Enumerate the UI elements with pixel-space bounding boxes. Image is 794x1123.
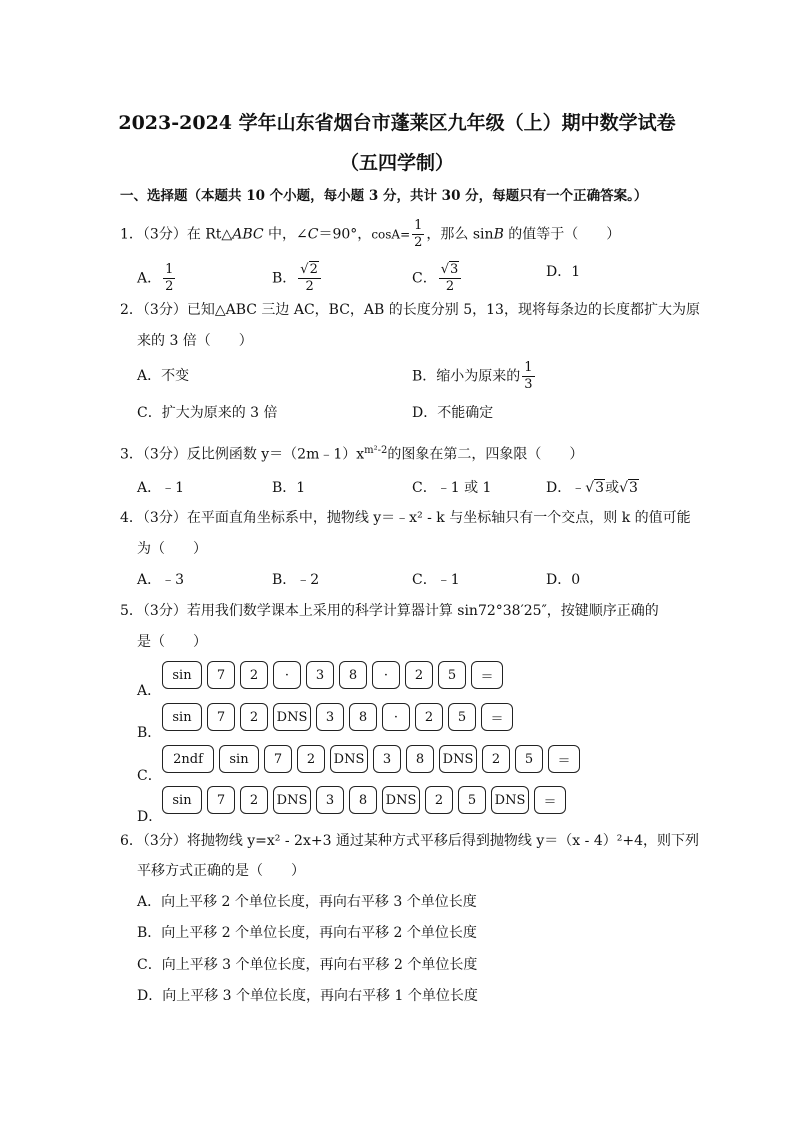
- calculator-key: DNS: [273, 786, 311, 814]
- calculator-key: 2: [482, 745, 510, 773]
- q1-abc: ABC: [232, 226, 264, 243]
- q3-option-b: B．1: [272, 480, 306, 496]
- q5-option-a-label: A．: [137, 683, 162, 699]
- q1-text: 中，∠: [263, 226, 308, 243]
- q1-option-c: C． $\frac{√3}{2}$: [412, 262, 463, 295]
- calculator-key: 8: [349, 703, 377, 731]
- calculator-key: ·: [382, 703, 410, 731]
- calculator-key: 2: [240, 703, 268, 731]
- calculator-key: 2: [240, 661, 268, 689]
- q1-text: 1．（3分）在 Rt△: [120, 226, 233, 243]
- denominator: 2: [305, 279, 314, 294]
- calculator-key: 2: [415, 703, 443, 731]
- option-label: A．: [137, 270, 162, 287]
- q4-option-b: B．﹣2: [272, 572, 320, 588]
- q3-exponent: m²-2: [364, 445, 388, 456]
- calculator-key: 7: [207, 703, 235, 731]
- calculator-key: DNS: [330, 745, 368, 773]
- calculator-key: 8: [349, 786, 377, 814]
- calculator-key: 8: [406, 745, 434, 773]
- calculator-key: 2: [425, 786, 453, 814]
- q4-option-a: A．﹣3: [137, 572, 185, 588]
- question-3-stem: [120, 441, 583, 465]
- calculator-key: DNS: [491, 786, 529, 814]
- q2-option-b: [412, 360, 537, 393]
- calculator-key: 7: [207, 661, 235, 689]
- question-5-line1: 5．（3分）若用我们数学课本上采用的科学计算器计算 sin72°38′25″，按键顺序正确的: [120, 603, 659, 619]
- q1-text: ＝90°，: [318, 226, 372, 243]
- question-2-line2: 来的 3 倍（ ）: [137, 333, 253, 349]
- q1-option-d: D．1: [546, 264, 581, 280]
- q1-fraction: [412, 218, 424, 251]
- q1-text: 的值等于（ ）: [503, 226, 621, 243]
- q2-option-a: A．不变: [137, 368, 190, 384]
- numerator: 1: [524, 360, 533, 375]
- question-6-line1: 6．（3分）将抛物线 y=x² - 2x+3 通过某种方式平移后得到抛物线 y＝（x - 4）²+4，则下列: [120, 833, 699, 849]
- calculator-key: DNS: [273, 703, 311, 731]
- option-text: D．﹣: [546, 480, 586, 496]
- question-4-line1: 4．（3分）在平面直角坐标系中，抛物线 y＝﹣x² - k 与坐标轴只有一个交点，则 k 的值可能: [120, 510, 691, 526]
- calculator-key: ＝: [534, 786, 566, 814]
- section-heading: 一、选择题（本题共 10 个小题，每小题 3 分，共计 30 分，每题只有一个正确答案。）: [120, 188, 648, 204]
- calculator-key: sin: [219, 745, 259, 773]
- q4-option-d: D．0: [546, 572, 581, 588]
- radicand: 3: [629, 480, 638, 496]
- calculator-key: ＝: [548, 745, 580, 773]
- q1-b: B: [493, 226, 504, 243]
- calculator-key: DNS: [382, 786, 420, 814]
- q1-option-b: B． $\frac{√2}{2}$: [272, 262, 323, 295]
- q5-option-b-keys: [162, 703, 513, 731]
- calculator-key: 3: [306, 661, 334, 689]
- question-5-line2: 是（ ）: [137, 634, 207, 650]
- calculator-key: DNS: [439, 745, 477, 773]
- q4-option-c: C．﹣1: [412, 572, 460, 588]
- calculator-key: sin: [162, 786, 202, 814]
- denominator: 2: [445, 279, 455, 294]
- q3-option-d: D．﹣√3或√3: [546, 480, 638, 496]
- q5-option-c-label: C．: [137, 768, 162, 784]
- calculator-key: 5: [438, 661, 466, 689]
- calculator-key: ·: [273, 661, 301, 689]
- q5-option-c-keys: [162, 745, 580, 773]
- q3-option-c: C．﹣1 或 1: [412, 480, 492, 496]
- calculator-key: 2: [405, 661, 433, 689]
- q5-option-d-keys: [162, 786, 566, 814]
- exam-subtitle: （五四学制）: [339, 152, 454, 174]
- calculator-key: 5: [448, 703, 476, 731]
- question-4-line2: 为（ ）: [137, 541, 207, 557]
- q1-text: ，那么 sin: [426, 226, 494, 243]
- q3-text: 3．（3分）反比例函数 y＝（2m﹣1）x: [120, 446, 365, 463]
- option-text: B．缩小为原来的: [412, 368, 521, 385]
- calculator-key: 2ndf: [162, 745, 214, 773]
- calculator-key: 7: [264, 745, 292, 773]
- calculator-key: 3: [316, 703, 344, 731]
- q3-text: 的图象在第二，四象限（ ）: [387, 446, 584, 463]
- numerator: 1: [165, 262, 174, 277]
- calculator-key: 3: [373, 745, 401, 773]
- denominator: 2: [414, 235, 423, 250]
- radicand: 2: [309, 262, 318, 277]
- q6-option-a: A．向上平移 2 个单位长度，再向右平移 3 个单位长度: [137, 894, 477, 910]
- calculator-key: 5: [515, 745, 543, 773]
- denominator: 3: [524, 377, 533, 392]
- calculator-key: sin: [162, 703, 202, 731]
- denominator: 2: [165, 279, 174, 294]
- question-6-line2: 平移方式正确的是（ ）: [137, 863, 305, 879]
- calculator-key: ·: [372, 661, 400, 689]
- numerator: 1: [414, 218, 423, 233]
- calculator-key: 2: [297, 745, 325, 773]
- calculator-key: 3: [316, 786, 344, 814]
- option-label: B．: [272, 270, 297, 287]
- question-1-stem: [120, 218, 620, 251]
- calculator-key: ＝: [481, 703, 513, 731]
- q2-option-c: C．扩大为原来的 3 倍: [137, 405, 278, 421]
- calculator-key: 2: [240, 786, 268, 814]
- q2-option-d: D．不能确定: [412, 405, 494, 421]
- q3-option-a: A．﹣1: [137, 480, 185, 496]
- radicand: 3: [450, 262, 459, 277]
- option-label: C．: [412, 270, 437, 287]
- calculator-key: sin: [162, 661, 202, 689]
- q1-c: C: [307, 226, 319, 243]
- calculator-key: 8: [339, 661, 367, 689]
- calculator-key: ＝: [471, 661, 503, 689]
- q5-option-b-label: B．: [137, 725, 162, 741]
- q1-cos: cosA=: [371, 227, 411, 242]
- radicand: 3: [595, 480, 605, 496]
- calculator-key: 7: [207, 786, 235, 814]
- q6-option-c: C．向上平移 3 个单位长度，再向右平移 2 个单位长度: [137, 957, 478, 973]
- question-2-line1: 2．（3分）已知△ABC 三边 AC，BC，AB 的长度分别 5，13，现将每条边的长度都扩大为原: [120, 302, 700, 318]
- q6-option-b: B．向上平移 2 个单位长度，再向右平移 2 个单位长度: [137, 925, 477, 941]
- q6-option-d: D．向上平移 3 个单位长度，再向右平移 1 个单位长度: [137, 988, 478, 1004]
- q1-option-a: [137, 262, 177, 295]
- q5-option-a-keys: [162, 661, 503, 689]
- exam-title: 2023-2024 学年山东省烟台市蓬莱区九年级（上）期中数学试卷: [118, 112, 676, 134]
- calculator-key: 5: [458, 786, 486, 814]
- q5-option-d-label: D．: [137, 809, 163, 825]
- option-text: 或: [605, 480, 620, 496]
